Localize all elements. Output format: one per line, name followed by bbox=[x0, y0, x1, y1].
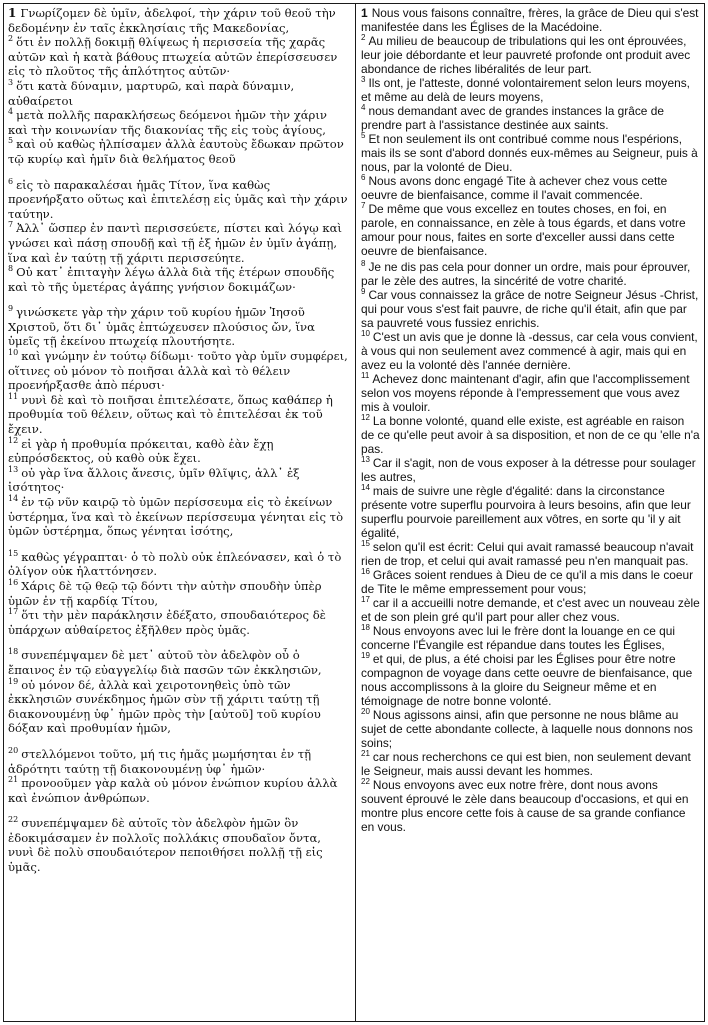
french-verse-10 bbox=[361, 330, 700, 372]
verse-number: 10 bbox=[361, 329, 370, 339]
french-verse-15 bbox=[361, 540, 700, 568]
verse-number: 7 bbox=[361, 201, 366, 211]
greek-verse-7 bbox=[8, 221, 349, 265]
verse-text: Nous envoyons avec eux notre frère, dont nous avons souvent éprouvé le zèle dans beaucoup d'occasions, et qui en montre plus encore cette fois à cause de sa grande confiance en vous. bbox=[361, 778, 689, 834]
verse-number: 15 bbox=[8, 548, 19, 558]
greek-verse-22 bbox=[8, 816, 349, 874]
french-verse-12 bbox=[361, 414, 700, 456]
verse-number: 20 bbox=[8, 746, 19, 756]
verse-number: 10 bbox=[8, 348, 19, 358]
verse-number: 16 bbox=[8, 578, 19, 588]
french-verse-21 bbox=[361, 750, 700, 778]
verse-text: Achevez donc maintenant d'agir, afin que l'accomplissement selon vos moyens réponde à l'empressement que vous avez mis à vouloir. bbox=[361, 372, 690, 414]
verse-text: καθὼς γέγραπται· ὁ τὸ πολὺ οὐκ ἐπλεόνασεν, καὶ ὁ τὸ ὀλίγον οὐκ ἠλαττόνησεν. bbox=[8, 549, 342, 579]
french-verse-9 bbox=[361, 288, 700, 330]
verse-number: 7 bbox=[8, 220, 14, 230]
verse-text: στελλόμενοι τοῦτο, μή τις ἡμᾶς μωμήσηται ἐν τῇ ἁδρότητι ταύτῃ τῇ διακονουμένῃ ὑφ᾽ ἡμῶν· bbox=[8, 746, 312, 776]
verse-number: 6 bbox=[361, 173, 366, 183]
verse-number: 2 bbox=[361, 33, 366, 43]
verse-number: 14 bbox=[8, 494, 19, 504]
greek-verse-9 bbox=[8, 305, 349, 349]
verse-number: 11 bbox=[8, 391, 19, 401]
greek-verse-21 bbox=[8, 776, 349, 805]
verse-number: 3 bbox=[8, 78, 14, 88]
verse-number: 9 bbox=[361, 287, 366, 297]
greek-verse-19 bbox=[8, 678, 349, 736]
french-verse-6 bbox=[361, 174, 700, 202]
verse-text: νυνὶ δὲ καὶ τὸ ποιῆσαι ἐπιτελέσατε, ὅπως καθάπερ ἡ προθυμία τοῦ θέλειν, οὕτως καὶ τὸ ἐπιτελέσαι ἐκ τοῦ ἔχειν. bbox=[8, 392, 333, 437]
french-verse-13 bbox=[361, 456, 700, 484]
verse-text: καὶ γνώμην ἐν τούτῳ δίδωμι· τοῦτο γὰρ ὑμῖν συμφέρει, οἵτινες οὐ μόνον τὸ ποιῆσαι ἀλλὰ καὶ τὸ θέλειν προενήρξασθε ἀπὸ πέρυσι· bbox=[8, 349, 348, 393]
french-verse-7 bbox=[361, 202, 700, 258]
verse-text: Nous vous faisons connaître, frères, la grâce de Dieu qui s'est manifestée dans les Églises de la Macédoine. bbox=[361, 6, 699, 34]
verse-text: Οὐ κατ᾽ ἐπιταγὴν λέγω ἀλλὰ διὰ τῆς ἑτέρων σπουδῆς καὶ τὸ τῆς ὑμετέρας ἀγάπης γνήσιον δοκιμάζων· bbox=[8, 265, 335, 294]
verse-text: Nous agissons ainsi, afin que personne ne nous blâme au sujet de cette abondante collecte, à laquelle nous donnons nos soins; bbox=[361, 708, 693, 750]
verse-text: οὐ μόνον δέ, ἀλλὰ καὶ χειροτονηθεὶς ὑπὸ τῶν ἐκκλησιῶν συνέκδημος ἡμῶν σὺν τῇ χάριτι ταύτῃ τῇ διακονουμένῃ ὑφ᾽ ἡμῶν πρὸς τὴν [αὐτοῦ] τοῦ κυρίου δόξαν καὶ προθυμίαν ἡμῶν, bbox=[8, 677, 321, 736]
verse-text: mais de suivre une règle d'égalité: dans la circonstance présente votre superflu pourvoira à leurs besoins, afin que leur superflu pourvoie pareillement aux vôtres, en sorte qu 'il y ait égalité, bbox=[361, 484, 691, 540]
verse-number: 19 bbox=[361, 651, 370, 661]
verse-text: Je ne dis pas cela pour donner un ordre, mais pour éprouver, par le zèle des autres, la sincérité de votre charité. bbox=[361, 260, 691, 288]
verse-text: Au milieu de beaucoup de tribulations qui les ont éprouvées, leur joie débordante et leur pauvreté profonde ont produit avec abondance de riches libéralités de leur part. bbox=[361, 34, 691, 76]
verse-number: 18 bbox=[8, 647, 19, 657]
french-verse-11 bbox=[361, 372, 700, 414]
verse-number: 20 bbox=[361, 707, 370, 717]
verse-number: 5 bbox=[361, 131, 366, 141]
greek-verse-11 bbox=[8, 393, 349, 437]
greek-verse-4 bbox=[8, 108, 349, 137]
greek-verse-10 bbox=[8, 349, 349, 393]
verse-text: selon qu'il est écrit: Celui qui avait ramassé beaucoup n'avait rien de trop, et celui qui avait ramassé peu n'en manquait pas. bbox=[361, 540, 694, 568]
verse-text: ὅτι ἐν πολλῇ δοκιμῇ θλίψεως ἡ περισσεία τῆς χαρᾶς αὐτῶν καὶ ἡ κατὰ βάθους πτωχεία αὐτῶν ἐπερίσσευσεν εἰς τὸ πλοῦτος τῆς ἁπλότητος αὐτῶν· bbox=[8, 35, 338, 79]
greek-verse-6 bbox=[8, 178, 349, 222]
verse-text: Et non seulement ils ont contribué comme nous l'espérions, mais ils se sont d'abord donnés eux-mêmes au Seigneur, puis à nous, par la volonté de Dieu. bbox=[361, 132, 698, 174]
greek-verse-2 bbox=[8, 35, 349, 79]
french-column bbox=[356, 4, 704, 1021]
verse-text: συνεπέμψαμεν δὲ αὐτοῖς τὸν ἀδελφὸν ἡμῶν ὃν ἐδοκιμάσαμεν ἐν πολλοῖς πολλάκις σπουδαῖον ὄντα, νυνὶ δὲ πολὺ σπουδαιότερον πεποιθήσει πολλῇ τῇ εἰς ὑμᾶς. bbox=[8, 816, 323, 875]
verse-text: Nous avons donc engagé Tite à achever chez vous cette oeuvre de bienfaisance, comme il l'avait commencée. bbox=[361, 174, 668, 202]
verse-number: 22 bbox=[361, 777, 370, 787]
verse-number: 5 bbox=[8, 136, 14, 146]
french-verse-16 bbox=[361, 568, 700, 596]
verse-number: 9 bbox=[8, 304, 14, 314]
verse-text: Ἀλλ᾽ ὥσπερ ἐν παντὶ περισσεύετε, πίστει καὶ λόγῳ καὶ γνώσει καὶ πάσῃ σπουδῇ καὶ τῇ ἐξ ἡμῶν ἐν ὑμῖν ἀγάπῃ, ἵνα καὶ ἐν ταύτῃ τῇ χάριτι περισσεύητε. bbox=[8, 221, 342, 265]
verse-text: προνοοῦμεν γὰρ καλὰ οὐ μόνον ἐνώπιον κυρίου ἀλλὰ καὶ ἐνώπιον ἀνθρώπων. bbox=[8, 776, 338, 805]
greek-verse-20 bbox=[8, 747, 349, 776]
verse-number: 19 bbox=[8, 676, 19, 686]
verse-text: Χάρις δὲ τῷ θεῷ τῷ δόντι τὴν αὐτὴν σπουδὴν ὑπὲρ ὑμῶν ἐν τῇ καρδίᾳ Τίτου, bbox=[8, 578, 322, 608]
verse-text: La bonne volonté, quand elle existe, est agréable en raison de ce qu'elle peut avoir à sa disposition, et non de ce qu 'elle n'a pas. bbox=[361, 414, 700, 456]
verse-number: 8 bbox=[361, 259, 366, 269]
verse-number: 21 bbox=[361, 749, 370, 759]
verse-text: εἰς τὸ παρακαλέσαι ἡμᾶς Τίτον, ἵνα καθὼς προενήρξατο οὕτως καὶ ἐπιτελέσῃ εἰς ὑμᾶς καὶ τὴν χάριν ταύτην. bbox=[8, 177, 348, 221]
greek-verse-17 bbox=[8, 608, 349, 637]
verse-number: 15 bbox=[361, 539, 370, 549]
greek-verse-12 bbox=[8, 437, 349, 466]
greek-column bbox=[4, 4, 356, 1021]
verse-text: εἰ γὰρ ἡ προθυμία πρόκειται, καθὸ ἐὰν ἔχῃ εὐπρόσδεκτος, οὐ καθὸ οὐκ ἔχει. bbox=[8, 436, 274, 466]
verse-text: Car vous connaissez la grâce de notre Seigneur Jésus -Christ, qui pour vous s'est fait pauvre, de riche qu'il était, afin que par sa pauvreté vous fussiez enrichis. bbox=[361, 288, 699, 330]
french-verse-19 bbox=[361, 652, 700, 708]
verse-text: συνεπέμψαμεν δὲ μετ᾽ αὐτοῦ τὸν ἀδελφὸν οὗ ὁ ἔπαινος ἐν τῷ εὐαγγελίῳ διὰ πασῶν τῶν ἐκκλησιῶν, bbox=[8, 648, 322, 677]
verse-text: Ils ont, je l'atteste, donné volontairement selon leurs moyens, et même au delà de leurs moyens, bbox=[361, 76, 690, 104]
verse-text: car nous recherchons ce qui est bien, non seulement devant le Seigneur, mais aussi devant les hommes. bbox=[361, 750, 691, 778]
verse-number: 6 bbox=[8, 176, 14, 186]
verse-text: οὐ γὰρ ἵνα ἄλλοις ἄνεσις, ὑμῖν θλῖψις, ἀλλ᾽ ἐξ ἰσότητος· bbox=[8, 465, 300, 495]
verse-number: 1 bbox=[361, 6, 368, 20]
verse-number: 13 bbox=[8, 464, 19, 474]
greek-verse-3 bbox=[8, 79, 349, 108]
verse-number: 4 bbox=[361, 103, 366, 113]
french-verse-14 bbox=[361, 484, 700, 540]
verse-text: Nous envoyons avec lui le frère dont la louange en ce qui concerne l'Évangile est répandue dans toutes les Églises, bbox=[361, 624, 675, 652]
verse-number: 17 bbox=[361, 595, 370, 605]
verse-text: καὶ οὐ καθὼς ἠλπίσαμεν ἀλλὰ ἑαυτοὺς ἔδωκαν πρῶτον τῷ κυρίῳ καὶ ἡμῖν διὰ θελήματος θεοῦ bbox=[8, 137, 344, 166]
verse-number: 3 bbox=[361, 75, 366, 85]
verse-number: 22 bbox=[8, 815, 19, 825]
verse-number: 14 bbox=[361, 483, 370, 493]
verse-text: ὅτι κατὰ δύναμιν, μαρτυρῶ, καὶ παρὰ δύναμιν, αὐθαίρετοι bbox=[8, 78, 295, 108]
french-verse-17 bbox=[361, 596, 700, 624]
french-verse-8 bbox=[361, 260, 700, 288]
verse-number: 12 bbox=[361, 413, 370, 423]
verse-number: 13 bbox=[361, 455, 370, 465]
verse-number: 18 bbox=[361, 623, 370, 633]
greek-verse-16 bbox=[8, 579, 349, 608]
greek-verse-8 bbox=[8, 265, 349, 294]
french-verse-4 bbox=[361, 104, 700, 132]
verse-number: 11 bbox=[361, 371, 370, 381]
verse-text: Grâces soient rendues à Dieu de ce qu'il a mis dans le coeur de Tite le même empressement pour vous; bbox=[361, 568, 694, 596]
verse-number: 2 bbox=[8, 34, 14, 44]
verse-number: 8 bbox=[8, 264, 14, 274]
verse-text: Car il s'agit, non de vous exposer à la détresse pour soulager les autres, bbox=[361, 456, 696, 484]
french-verse-1 bbox=[361, 6, 700, 34]
verse-text: γινώσκετε γὰρ τὴν χάριν τοῦ κυρίου ἡμῶν Ἰησοῦ Χριστοῦ, ὅτι δι᾽ ὑμᾶς ἐπτώχευσεν πλούσιος ὤν, ἵνα ὑμεῖς τῇ ἐκείνου πτωχείᾳ πλουτήσητε. bbox=[8, 305, 315, 349]
bilingual-text-table bbox=[3, 3, 705, 1022]
verse-number: 12 bbox=[8, 435, 19, 445]
verse-text: car il a accueilli notre demande, et c'est avec un nouveau zèle et de son plein gré qu'il part pour aller chez vous. bbox=[361, 596, 700, 624]
greek-verse-1 bbox=[8, 6, 349, 35]
french-verse-22 bbox=[361, 778, 700, 834]
verse-number: 17 bbox=[8, 607, 19, 617]
verse-text: C'est un avis que je donne là -dessus, car cela vous convient, à vous qui non seulement avez commencé à agir, mais qui en avez eu la volonté dès l'année dernière. bbox=[361, 330, 698, 372]
verse-text: nous demandant avec de grandes instances la grâce de prendre part à l'assistance destinée aux saints. bbox=[361, 104, 664, 132]
french-verse-3 bbox=[361, 76, 700, 104]
french-verse-20 bbox=[361, 708, 700, 750]
verse-text: ἐν τῷ νῦν καιρῷ τὸ ὑμῶν περίσσευμα εἰς τὸ ἐκείνων ὑστέρημα, ἵνα καὶ τὸ ἐκείνων περίσσευμα γένηται εἰς τὸ ὑμῶν ὑστέρημα, ὅπως γένηται ἰσότης, bbox=[8, 495, 344, 539]
greek-verse-5 bbox=[8, 137, 349, 166]
verse-number: 21 bbox=[8, 775, 19, 785]
verse-text: μετὰ πολλῆς παρακλήσεως δεόμενοι ἡμῶν τὴν χάριν καὶ τὴν κοινωνίαν τῆς διακονίας τῆς εἰς τοὺς ἁγίους, bbox=[8, 108, 327, 137]
verse-text: De même que vous excellez en toutes choses, en foi, en parole, en connaissance, en zèle à tous égards, et dans votre amour pour nous, faites en sorte d'exceller aussi dans cette oeuvre de bienfaisance. bbox=[361, 202, 686, 258]
verse-number: 1 bbox=[8, 6, 17, 20]
verse-number: 4 bbox=[8, 107, 14, 117]
french-verse-2 bbox=[361, 34, 700, 76]
french-verse-18 bbox=[361, 624, 700, 652]
greek-verse-15 bbox=[8, 550, 349, 579]
verse-text: ὅτι τὴν μὲν παράκλησιν ἐδέξατο, σπουδαιότερος δὲ ὑπάρχων αὐθαίρετος ἐξῆλθεν πρὸς ὑμᾶς. bbox=[8, 608, 326, 637]
verse-number: 16 bbox=[361, 567, 370, 577]
greek-verse-13 bbox=[8, 466, 349, 495]
greek-verse-18 bbox=[8, 648, 349, 677]
french-verse-5 bbox=[361, 132, 700, 174]
verse-text: et qui, de plus, a été choisi par les Églises pour être notre compagnon de voyage dans cette oeuvre de bienfaisance, que nous accomplissons à la gloire du Seigneur même et en témoignage de notre bonne volonté. bbox=[361, 652, 693, 708]
greek-verse-14 bbox=[8, 495, 349, 539]
verse-text: Γνωρίζομεν δὲ ὑμῖν, ἀδελφοί, τὴν χάριν τοῦ θεοῦ τὴν δεδομένην ἐν ταῖς ἐκκλησίαις τῆς Μακεδονίας, bbox=[8, 6, 336, 35]
